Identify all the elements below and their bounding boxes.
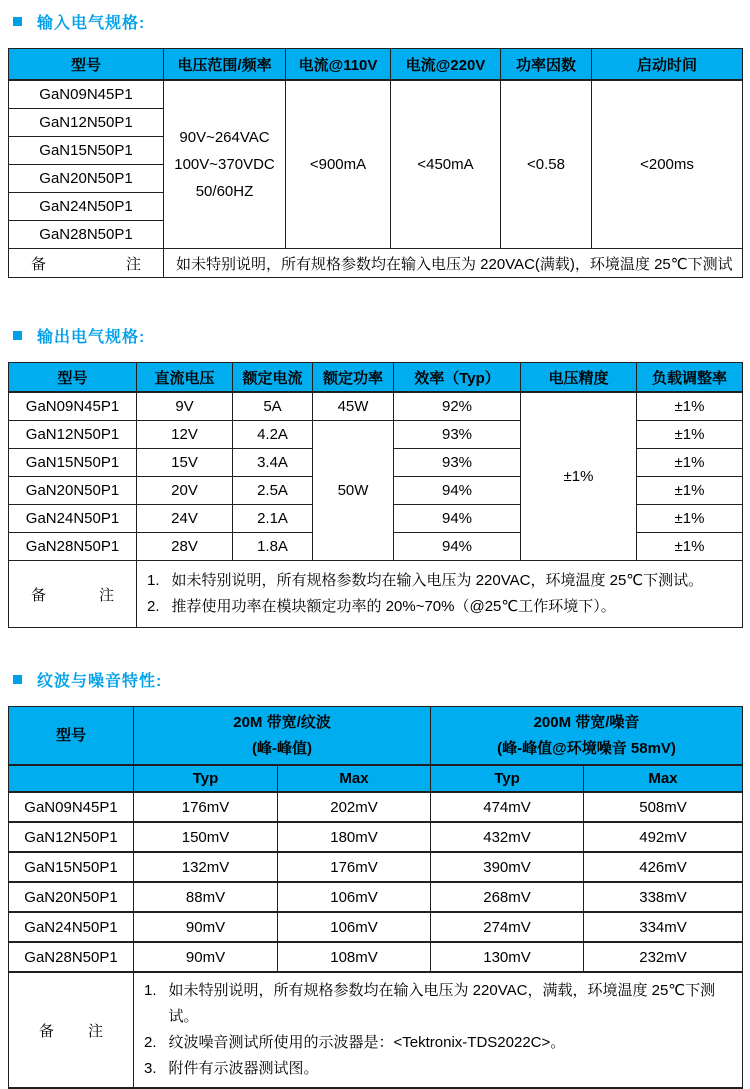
model-cell: GaN24N50P1 (9, 912, 134, 942)
model-cell: GaN12N50P1 (9, 822, 134, 852)
note-text: 如未特别说明，所有规格参数均在输入电压为 220VAC，满载，环境温度 25℃下测试。 (168, 982, 716, 1025)
model-cell: GaN12N50P1 (9, 109, 164, 137)
note-number: 2. (144, 1034, 157, 1051)
remark-label (9, 973, 133, 1087)
table-row (9, 80, 743, 109)
model-cell: GaN12N50P1 (9, 421, 137, 449)
table-row (9, 852, 743, 882)
efficiency-cell: 93% (394, 421, 521, 449)
remark-text-cell (134, 972, 743, 1088)
remark-label-cell (9, 249, 164, 278)
efficiency-cell: 94% (394, 477, 521, 505)
load-regulation-cell: ±1% (637, 449, 743, 477)
table-row (9, 392, 743, 421)
col-header-current-220v: 电流@220V (391, 49, 501, 81)
col-header-startup-time: 启动时间 (592, 49, 743, 81)
note-number: 1. (144, 982, 157, 999)
table-row (9, 822, 743, 852)
col-header-model: 型号 (9, 49, 164, 81)
note-line (144, 1030, 732, 1056)
subheader-row (9, 765, 743, 792)
max-20m-cell: 176mV (278, 852, 431, 882)
model-cell: GaN24N50P1 (9, 193, 164, 221)
col-header-efficiency: 效率（Typ） (394, 363, 521, 393)
note-line (147, 568, 732, 594)
max-200m-cell: 508mV (584, 792, 743, 822)
model-cell: GaN09N45P1 (9, 80, 164, 109)
typ-20m-cell: 90mV (134, 912, 278, 942)
square-bullet-icon (13, 17, 22, 26)
model-cell: GaN20N50P1 (9, 477, 137, 505)
typ-20m-cell: 176mV (134, 792, 278, 822)
col-header-current-110v: 电流@110V (286, 49, 391, 81)
col-header-rated-current: 额定电流 (233, 363, 313, 393)
max-200m-cell: 334mV (584, 912, 743, 942)
rated-current-cell: 5A (233, 392, 313, 421)
table-row (9, 882, 743, 912)
typ-200m-cell: 474mV (431, 792, 584, 822)
col-header-typ-20m: Typ (134, 765, 278, 792)
note-line (144, 978, 732, 1030)
remark-char: 注 (87, 1022, 103, 1040)
header-row (9, 363, 743, 393)
dc-voltage-cell: 15V (137, 449, 233, 477)
note-number: 1. (147, 572, 160, 589)
voltage-range-line: 90V~264VAC (179, 129, 270, 146)
table-row (9, 942, 743, 972)
output-spec-table (8, 362, 743, 628)
model-cell: GaN24N50P1 (9, 505, 137, 533)
model-cell: GaN15N50P1 (9, 852, 134, 882)
output-section-title (13, 324, 742, 347)
col-header-model: 型号 (9, 363, 137, 393)
typ-200m-cell: 432mV (431, 822, 584, 852)
efficiency-cell: 92% (394, 392, 521, 421)
dc-voltage-cell: 28V (137, 533, 233, 561)
efficiency-cell: 94% (394, 505, 521, 533)
rated-current-cell: 3.4A (233, 449, 313, 477)
max-20m-cell: 106mV (278, 882, 431, 912)
model-cell: GaN15N50P1 (9, 137, 164, 165)
ripple-section-title (13, 668, 742, 691)
remark-label-cell (9, 972, 134, 1088)
remark-text-cell: 如未特别说明，所有规格参数均在输入电压为 220VAC(满载)，环境温度 25℃下测试 (164, 249, 743, 278)
square-bullet-icon (13, 675, 22, 684)
input-section-title (13, 10, 742, 33)
max-200m-cell: 338mV (584, 882, 743, 912)
max-200m-cell: 492mV (584, 822, 743, 852)
col-header-load-regulation: 负载调整率 (637, 363, 743, 393)
col-header-model: 型号 (9, 707, 134, 766)
load-regulation-cell: ±1% (637, 505, 743, 533)
efficiency-cell: 94% (394, 533, 521, 561)
note-text: 附件有示波器测试图。 (168, 1060, 319, 1077)
remark-char: 备 (39, 1022, 55, 1040)
remark-text-cell (137, 561, 743, 628)
rated-power-cell: 50W (313, 421, 394, 561)
col-group-20m (134, 707, 431, 766)
model-cell: GaN28N50P1 (9, 221, 164, 249)
section-title-text: 纹波与噪音特性: (37, 673, 163, 690)
max-200m-cell: 232mV (584, 942, 743, 972)
max-20m-cell: 106mV (278, 912, 431, 942)
col-header-voltage-range: 电压范围/频率 (164, 49, 286, 81)
input-spec-table (8, 48, 743, 278)
typ-20m-cell: 150mV (134, 822, 278, 852)
model-cell: GaN28N50P1 (9, 942, 134, 972)
remark-char: 注 (98, 586, 114, 604)
group-header-line: (峰-峰值@环境噪音 58mV) (497, 739, 676, 757)
group-header-line: 20M 带宽/纹波 (233, 713, 331, 731)
voltage-range-cell (164, 80, 286, 249)
model-cell: GaN20N50P1 (9, 882, 134, 912)
note-number: 2. (147, 598, 160, 615)
remark-row (9, 972, 743, 1088)
note-text: 推荐使用功率在模块额定功率的 20%~70%（@25℃工作环境下）。 (171, 598, 616, 615)
col-header-max-200m: Max (584, 765, 743, 792)
note-line (147, 594, 732, 620)
group-header-line: (峰-峰值) (252, 739, 312, 757)
note-text: 如未特别说明，所有规格参数均在输入电压为 220VAC，环境温度 25℃下测试。 (171, 572, 704, 589)
square-bullet-icon (13, 331, 22, 340)
model-cell: GaN15N50P1 (9, 449, 137, 477)
max-20m-cell: 180mV (278, 822, 431, 852)
model-cell: GaN28N50P1 (9, 533, 137, 561)
table-row (9, 792, 743, 822)
remark-row (9, 249, 743, 278)
blank-header-cell (9, 765, 134, 792)
remark-label-cell (9, 561, 137, 628)
note-line (144, 1056, 732, 1082)
rated-current-cell: 4.2A (233, 421, 313, 449)
ripple-noise-table (8, 706, 743, 1089)
dc-voltage-cell: 12V (137, 421, 233, 449)
max-200m-cell: 426mV (584, 852, 743, 882)
typ-20m-cell: 132mV (134, 852, 278, 882)
rated-current-cell: 2.5A (233, 477, 313, 505)
model-cell: GaN09N45P1 (9, 792, 134, 822)
header-row (9, 707, 743, 766)
col-header-dc-voltage: 直流电压 (137, 363, 233, 393)
remark-label (9, 249, 163, 277)
voltage-range-line: 50/60HZ (195, 183, 254, 200)
load-regulation-cell: ±1% (637, 533, 743, 561)
col-header-typ-200m: Typ (431, 765, 584, 792)
col-header-power-factor: 功率因数 (501, 49, 592, 81)
typ-20m-cell: 88mV (134, 882, 278, 912)
dc-voltage-cell: 20V (137, 477, 233, 505)
remark-char: 备 (31, 586, 47, 604)
col-group-200m (431, 707, 743, 766)
section-title-text: 输出电气规格: (37, 329, 146, 346)
col-header-voltage-accuracy: 电压精度 (521, 363, 637, 393)
model-cell: GaN20N50P1 (9, 165, 164, 193)
voltage-accuracy-cell: ±1% (521, 392, 637, 561)
remark-char: 备 (31, 255, 47, 273)
group-header-line: 200M 带宽/噪音 (533, 713, 640, 731)
efficiency-cell: 93% (394, 449, 521, 477)
table-row (9, 912, 743, 942)
typ-200m-cell: 390mV (431, 852, 584, 882)
rated-current-cell: 1.8A (233, 533, 313, 561)
max-20m-cell: 108mV (278, 942, 431, 972)
note-text: 纹波噪音测试所使用的示波器是：<Tektronix-TDS2022C>。 (168, 1034, 566, 1051)
remark-row (9, 561, 743, 628)
startup-time-cell: <200ms (592, 80, 743, 249)
typ-200m-cell: 268mV (431, 882, 584, 912)
load-regulation-cell: ±1% (637, 421, 743, 449)
load-regulation-cell: ±1% (637, 392, 743, 421)
remark-char: 注 (125, 255, 141, 273)
dc-voltage-cell: 24V (137, 505, 233, 533)
col-header-max-20m: Max (278, 765, 431, 792)
dc-voltage-cell: 9V (137, 392, 233, 421)
note-number: 3. (144, 1060, 157, 1077)
current-220v-cell: <450mA (391, 80, 501, 249)
load-regulation-cell: ±1% (637, 477, 743, 505)
header-row (9, 49, 743, 81)
rated-power-cell: 45W (313, 392, 394, 421)
remark-label (9, 561, 136, 627)
typ-20m-cell: 90mV (134, 942, 278, 972)
rated-current-cell: 2.1A (233, 505, 313, 533)
model-cell: GaN09N45P1 (9, 392, 137, 421)
voltage-range-line: 100V~370VDC (174, 156, 275, 173)
typ-200m-cell: 274mV (431, 912, 584, 942)
current-110v-cell: <900mA (286, 80, 391, 249)
col-header-rated-power: 额定功率 (313, 363, 394, 393)
max-20m-cell: 202mV (278, 792, 431, 822)
section-title-text: 输入电气规格: (37, 15, 146, 32)
power-factor-cell: <0.58 (501, 80, 592, 249)
typ-200m-cell: 130mV (431, 942, 584, 972)
